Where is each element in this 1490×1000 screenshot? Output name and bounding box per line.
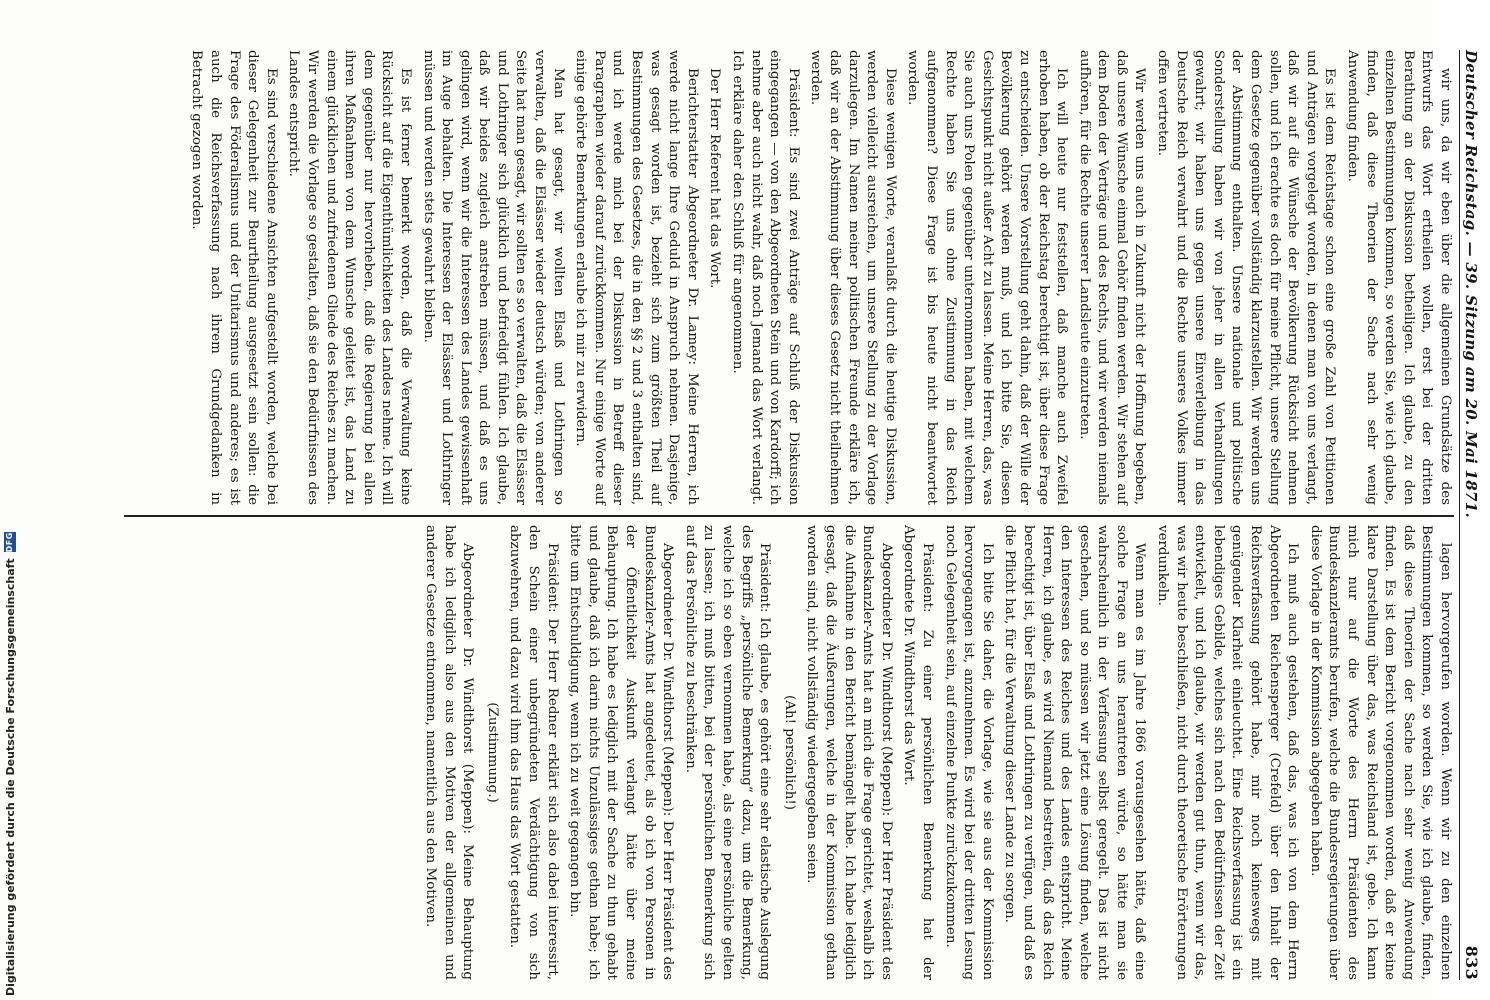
right-column: [104, 525, 1454, 980]
right-column-paragraph: (Zustimmung.): [484, 702, 500, 803]
right-column-paragraph: (Ah! persönlich!): [781, 695, 797, 810]
right-column-paragraph: Wenn man es im Jahre 1866 vorausgesehen hätte, daß eine solche Frage an uns herantreten würde, so hätte man sie wahrscheinlich in der Verfassung selbst geregelt. Das ist nicht geschehen, und so müssen wir jetzt eine Lösung finden, welche den Interessen des Reiches und des Landes entspricht. Meine Herren, ich glaube, es wird Niemand bestreiten, daß das Reich berechtigt ist, über Elsaß und Lothringen zu verfügen, und daß es die Pflicht hat, für die Verwaltung dieser Lande zu sorgen.: [1002, 525, 1148, 980]
page-number: 833: [1462, 945, 1481, 980]
right-column-paragraph: Präsident: Ich glaube, es gehört eine sehr elastische Auslegung des Begriffs „persönliche Bemerkung“ dazu, um die Bemerkung, welche ich so eben vernommen habe, als eine persönliche gelten zu lassen; ich muß bitten, bei der persönlichen Bemerkung sich auf das Persönliche zu beschränken.: [682, 525, 773, 980]
header-title: Deutscher Reichstag. — 39. Sitzung am 20. Mai 1871.: [1462, 50, 1480, 518]
left-column-paragraph: Berichterstatter Abgeordneter Dr. Lamey: Meine Herren, ich werde nicht lange Ihre Geduld in Anspruch nehmen. Dasjenige, was gesagt worden ist, bezieht sich zum größten Theil auf Bestimmungen des Gesetzes, die in den §§ 2 und 3 enthalten sind, und ich werde mich bei der Diskussion in Betreff dieser Paragraphen wieder darauf zurückkommen. Nur einige Worte auf einige gehörte Bemerkungen erlaube ich mir zu erwidern.: [573, 50, 700, 505]
left-column-paragraph: Es ist dem Reichstage schon eine große Zahl von Petitionen und Anträgen vorgelegt worden, in denen man von uns verlangt, daß wir auf die Wünsche der Bevölkerung Rücksicht nehmen sollen, und ich erachte es doch für meine Pflicht, unsere Stellung dem Gesetze gegenüber vollständig klarzustellen. Wir werden uns der Abstimmung enthalten. Unsere nationale und politische Sonderstellung haben wir von jeher in allen Verhandlungen gewahrt; wir haben uns gegen unsere Einverleibung in das Deutsche Reich verwahrt und die Rechte unseres Volkes immer offen vertreten.: [1155, 50, 1338, 505]
page-header: [1462, 50, 1490, 980]
right-column-paragraph: Präsident: Der Herr Redner erklärt sich also dabei interessirt, den Schein einer unbegründeten Verdächtigung von sich abzuwehren, und dazu wird ihm das Haus das Wort gestatten.: [507, 525, 560, 980]
left-column-paragraph: Diese wenigen Worte, veranlaßt durch die heutige Diskussion, werden vielleicht ausreichen, um unsere Stellung zu der Vorlage darzulegen. Im Namen meiner politischen Freunde erkläre ich, daß wir an der Abstimmung über dieses Gesetz nicht theilnehmen werden.: [808, 50, 898, 505]
right-column-paragraph: Präsident: Zu einer persönlichen Bemerkung hat der Abgeordnete Dr. Windthorst das Wort.: [901, 525, 935, 980]
right-column-paragraph: Ich bitte Sie daher, die Vorlage, wie sie aus der Kommission hervorgegangen ist, anzunehmen. Es wird bei der dritten Lesung noch Gelegenheit sein, auf einzelne Punkte zurückzukommen.: [942, 525, 995, 980]
left-column-paragraph: Präsident: Es sind zwei Anträge auf Schluß der Diskussion eingegangen — von den Abgeordneten Stein und von Kardorff; ich nehme aber auch nicht wahr, daß noch Jemand das Wort verlangt. Ich erkläre daher den Schluß für angenommen.: [730, 50, 801, 505]
left-column-paragraph: Der Herr Referent hat das Wort.: [707, 68, 723, 289]
right-column-paragraph: lagen hervorgerufen worden. Wenn wir zu den einzelnen Bestimmungen kommen, so werden Sie, wie ich glaube, finden, daß diese Theorien der Sache nach sehr wenig Anwendung finden. Es ist dem Bericht vorgenommen worden, daß er keine klare Darstellung über das, was Reichsland ist, gebe. Ich kann mich nur auf die Worte des Herrn Präsidenten des Bundeskanzleramts berufen, welche die Bundesregierungen über diese Vorlage in der Kommission abgegeben haben.: [1307, 525, 1453, 980]
footer-strip: [2, 532, 18, 996]
left-column: [104, 50, 1454, 505]
right-column-paragraph: Abgeordneter Dr. Windthorst (Meppen): Der Herr Präsident des Bundeskanzler-Amts hat an mich die Frage gerichtet, weshalb ich die Aufnahme in den Bericht bemängelt habe. Ich habe lediglich gesagt, daß die Äußerungen, welche in der Kommission gethan worden sind, nicht vollständig wiedergegeben seien.: [804, 525, 894, 980]
right-column-paragraph: Abgeordneter Dr. Windthorst (Meppen): Meine Behauptung habe ich lediglich also aus den Motiven der allgemeinen und anderer Gesetze entnommen, namentlich aus den Motiven.: [423, 525, 476, 980]
left-column-paragraph: Ich will heute nur feststellen, daß manche auch Zweifel erhoben haben, ob der Reichstag berechtigt ist, über diese Frage zu entscheiden. Unsere Vorstellung geht dahin, daß der Wille der Bevölkerung gehört werden muß, und ich bitte Sie, diesen Gesichtspunkt nicht außer Acht zu lassen. Meine Herren, das, was Sie auch uns Polen gegenüber unternommen haben, mit welchem Rechte haben Sie uns ohne Zustimmung in das Reich aufgenommen? Diese Frage ist bis heute nicht beantwortet worden.: [905, 50, 1070, 505]
left-column-paragraph: Man hat gesagt, wir wollten Elsaß und Lothringen so verwalten, daß die Elsässer wieder deutsch würden; von anderer Seite hat man gesagt, wir sollten es so verwalten, daß die Elsässer und Lothringer sich glücklich und befriedigt fühlen. Ich glaube, daß wir beides zugleich anstreben müssen, und daß es uns gelingen wird, wenn wir die Interessen des Landes gewissenhaft im Auge behalten. Die Interessen der Elsässer und Lothringer müssen und werden stets gewahrt bleiben.: [420, 50, 566, 505]
dfg-logo: DFG: [5, 532, 14, 553]
left-column-paragraph: Es sind verschiedene Ansichten aufgestellt worden, welche bei dieser Gelegenheit zur Beurtheilung ausgesetzt sein sollen: die Frage des Föderalismus und der Unitarismus und anderes; es ist auch die Reichsverfassung nach ihrem Grundgedanken in Betracht gezogen worden.: [189, 50, 279, 505]
right-column-paragraph: Ich muß auch gestehen, daß das, was ich von dem Herrn Abgeordneten Reichensperger (Crefeld) über den Inhalt der Reichsverfassung gehört habe, mir noch keineswegs mit genügender Klarheit einleuchtet. Eine Reichsverfassung ist ein lebendiges Gebilde, welches sich nach den Bedürfnissen der Zeit entwickelt, und ich glaube, wir werden gut thun, wenn wir das, was wir heute beschließen, nicht durch theoretische Erörterungen verdunkeln.: [1155, 525, 1301, 980]
right-column-paragraph: Abgeordneter Dr. Windthorst (Meppen): Der Herr Präsident des Bundeskanzler-Amts hat angedeutet, als ob ich von Personen in der Öffentlichkeit Auskunft verlangt hätte über meine Behauptung. Ich habe es lediglich mit der Sache zu thun gehabt und glaube, daß ich darin nichts Unzulässiges gethan habe; ich bitte um Entschuldigung, wenn ich zu weit gegangen bin.: [567, 525, 676, 980]
left-column-paragraph: Wir werden uns auch in Zukunft nicht der Hoffnung begeben, daß unsere Wünsche einmal Gehör finden werden. Wir stehen auf dem Boden der Verträge und des Rechts, und wir werden niemals aufhören, für die Rechte unserer Landsleute einzutreten.: [1076, 50, 1148, 505]
left-column-paragraph: wir uns, da wir eben über die allgemeinen Grundsätze des Entwurfs das Wort ertheilen wollen, erst bei der dritten Berathung an der Diskussion betheiligen. Ich glaube, zu den einzelnen Bestimmungen kommen, so werden Sie, wie ich glaube, finden, daß diese Theorien der Sache nach sehr wenig Anwendung finden.: [1345, 50, 1453, 505]
column-divider: [124, 515, 1454, 517]
left-column-paragraph: Es ist ferner bemerkt worden, daß die Verwaltung keine Rücksicht auf die Eigenthümlichkeiten des Landes nehme. Ich will dem gegenüber nur hervorheben, daß die Regierung bei allen ihren Maßnahmen von dem Wunsche geleitet ist, das Land zu einem glücklichen und zufriedenen Gliede des Reiches zu machen. Wir werden die Vorlage so gestalten, daß sie den Bedürfnissen des Landes entspricht.: [286, 50, 413, 505]
footer-credit: Digitalisierung gefördert durch die Deutsche Forschungsgemeinschaft: [3, 558, 17, 996]
header-rule: [1459, 50, 1460, 980]
rotated-newspaper-sheet: [50, 50, 1490, 980]
